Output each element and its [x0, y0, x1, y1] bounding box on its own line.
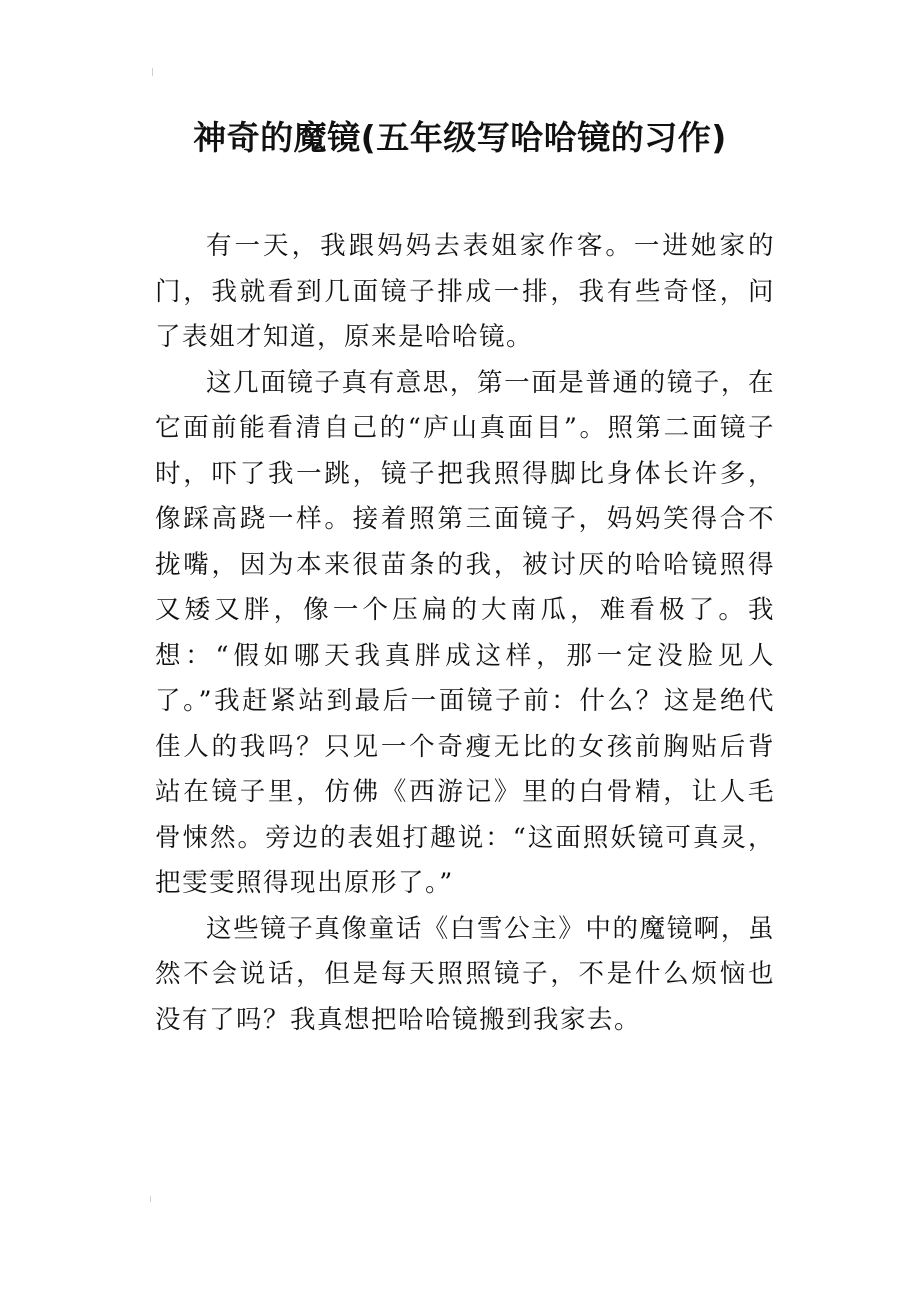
page-title: 神奇的魔镜(五年级写哈哈镜的习作): [193, 118, 727, 157]
paragraph-1: 有一天，我跟妈妈去表姐家作客。一进她家的门，我就看到几面镜子排成一排，我有些奇怪，问了表姐才知道，原来是哈哈镜。: [155, 231, 775, 352]
corner-mark-bottom: [150, 1196, 155, 1202]
paragraph-3: 这些镜子真像童话《白雪公主》中的魔镜啊，虽然不会说话，但是每天照照镜子，不是什么烦恼也没有了吗？我真想把哈哈镜搬到我家去。: [155, 913, 775, 1035]
corner-mark-top: [152, 68, 157, 76]
article-body: [155, 224, 775, 1043]
paragraph-2: 这几面镜子真有意思，第一面是普通的镜子，在它面前能看清自己的“庐山真面目”。照第二面镜子时，吓了我一跳，镜子把我照得脚比身体长许多，像踩高跷一样。接着照第三面镜子，妈妈笑得合不拢嘴，因为本来很苗条的我，被讨厌的哈哈镜照得又矮又胖，像一个压扁的大南瓜，难看极了。我想：“假如哪天我真胖成这样，那一定没脸见人了。”我赶紧站到最后一面镜子前：什么？这是绝代佳人的我吗？只见一个奇瘦无比的女孩前胸贴后背站在镜子里，仿佛《西游记》里的白骨精，让人毛骨悚然。旁边的表姐打趣说：“这面照妖镜可真灵，把雯雯照得现出原形了。”: [155, 367, 775, 898]
